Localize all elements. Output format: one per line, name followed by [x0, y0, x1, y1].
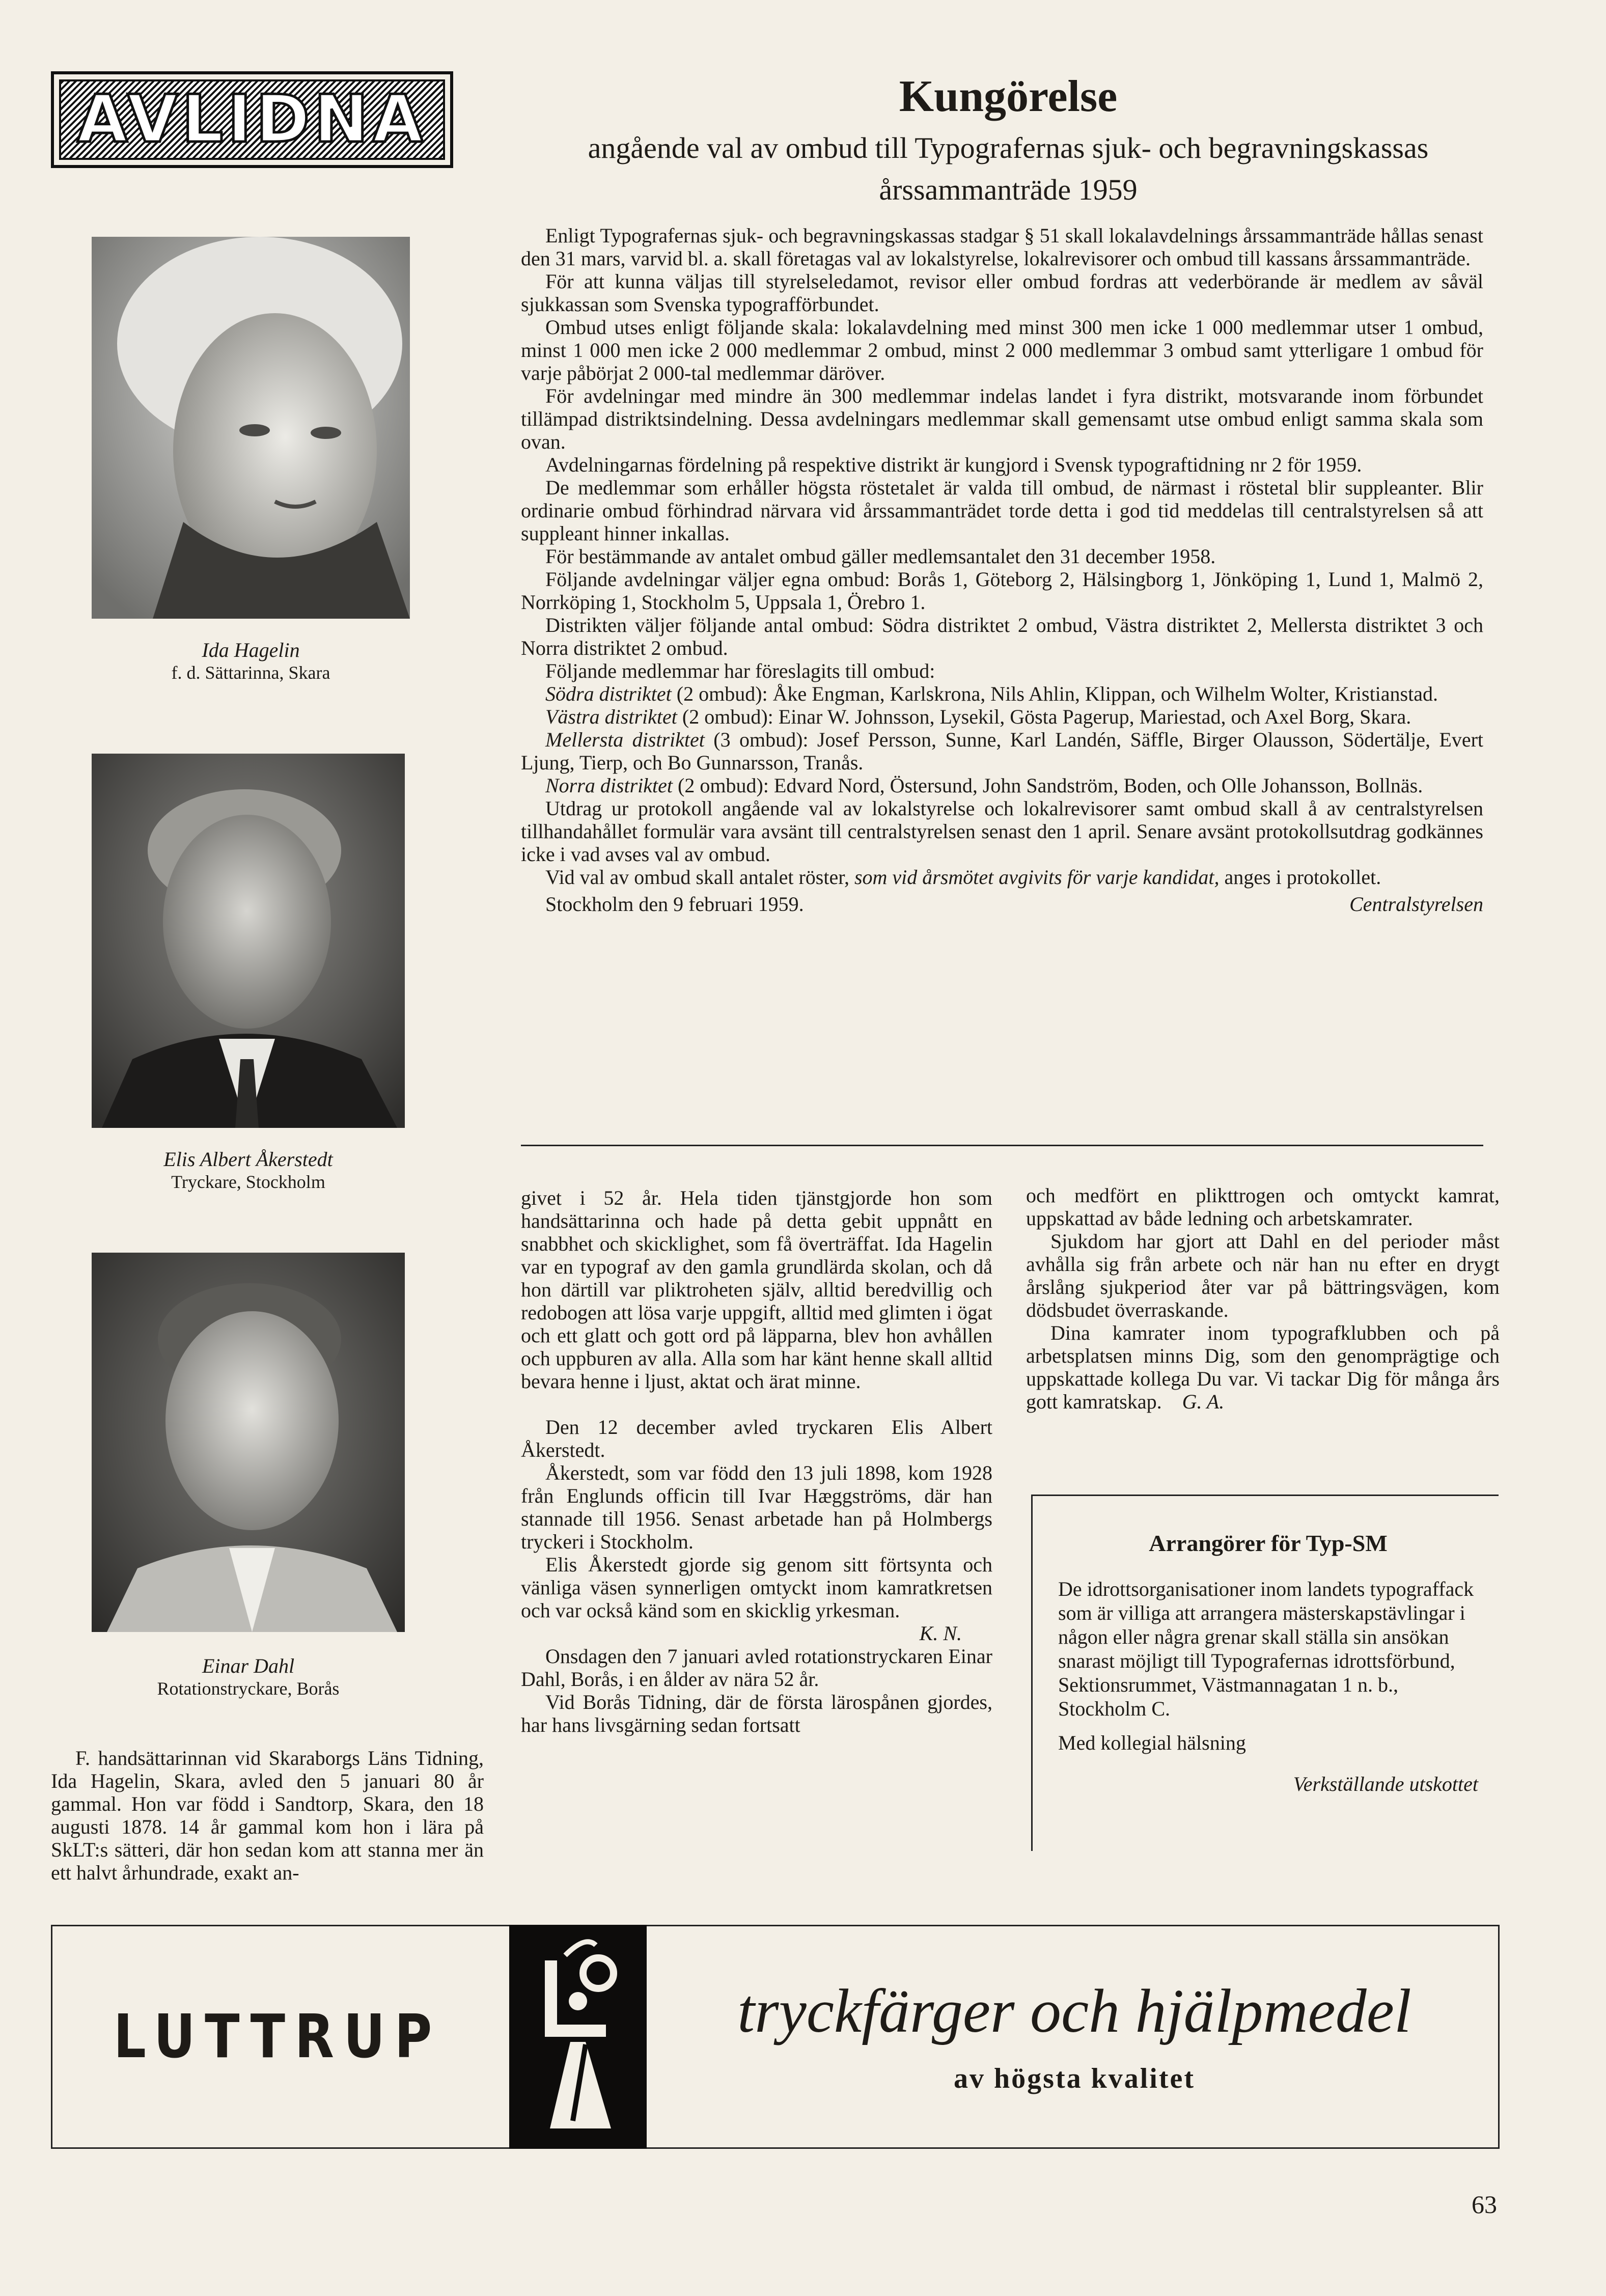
- subtitle-line-1: angående val av ombud till Typografernas sjuk- och begravningskassas: [588, 131, 1429, 164]
- obituary-signature: G. A.: [1182, 1390, 1225, 1413]
- obituary-paragraph: [1026, 1321, 1500, 1413]
- obituary-paragraph: F. handsättarinnan vid Skaraborgs Läns Tidning, Ida Hagelin, Skara, avled den 5 januari 80 år gammal. Hon var född i Sandtorp, Skara, den 18 augusti 1878. 14 år gammal kom hon i lära på SkLT:s sätteri, där hon sedan kom att stanna mer än ett halvt århundrade, exakt an-: [51, 1747, 484, 1884]
- kungorelse-paragraph: Ombud utses enligt följande skala: lokalavdelning med minst 300 men icke 1 000 medlemmar utser 1 ombud, minst 1 000 men icke 2 000 medlemmar 2 ombud, minst 2 000 medlemmar 3 ombud samt ytterligare 1 ombud för varje påbörjat 2 000-tal medlemmar däröver.: [521, 316, 1483, 384]
- kungorelse-paragraph: Följande medlemmar har föreslagits till ombud:: [545, 659, 935, 682]
- subtitle-line-2: årssammanträde 1959: [879, 173, 1138, 206]
- advert-subline: av högsta kvalitet: [954, 2063, 1195, 2094]
- kungorelse-paragraph: För att kunna väljas till styrelseledamot, revisor eller ombud fordras att vederbörande är medlem av såväl sjukkassan som Svenska typografförbundet.: [521, 270, 1483, 316]
- vid-val-post: anges i protokollet.: [1219, 866, 1381, 889]
- typsm-body: De idrottsorganisationer inom landets typograffack som är villiga att arrangera mästerskapstävlingar i någon eller några grenar skall ställa sin ansökan snarast möjligt till Typografernas idrottsförbund, Sektionsrummet, Västmannagatan 1 n. b., Stockholm C.: [1058, 1578, 1474, 1720]
- portrait-photo-hagelin: [92, 237, 410, 619]
- vid-val-italic: som vid årsmötet avgivits för varje kandidat,: [854, 866, 1220, 889]
- district-name: Västra distriktet: [545, 705, 677, 728]
- obituary-text: Elis Åkerstedt gjorde sig genom sitt förtsynta och vänliga väsen synnerligen omtyckt inom kamratkretsen och var också känd som en skicklig yrkesman.: [521, 1553, 992, 1622]
- obituary-paragraph: Sjukdom har gjort att Dahl en del perioder måst avhålla sig från arbete och när han nu efter en drygt årslång sjukperiod åter var på bättringsvägen, kom dödsbudet överraskande.: [1026, 1230, 1500, 1321]
- obituary-paragraph: Vid Borås Tidning, där de första lärospånen gjordes, har hans livsgärning sedan fortsatt: [521, 1691, 992, 1736]
- obituary-paragraph: Åkerstedt, som var född den 13 juli 1898, kom 1928 från Englunds officin till Ivar Hæggströms, där han stannade till 1956. Senast arbetade han på Holmbergs tryckeri i Stockholm.: [521, 1461, 992, 1553]
- kungorelse-date: Stockholm den 9 februari 1959.: [545, 893, 804, 916]
- avlidna-hatched-panel: [59, 79, 445, 160]
- luttrup-logo-icon: [509, 1925, 647, 2149]
- kungorelse-signature: Centralstyrelsen: [1349, 893, 1483, 916]
- district-name: Mellersta distriktet: [545, 728, 705, 751]
- avlidna-logo: [51, 71, 453, 168]
- obituary-paragraph: [521, 1553, 992, 1645]
- obituary-column-2: [521, 1186, 992, 1736]
- caption-title: Tryckare, Stockholm: [171, 1172, 325, 1192]
- obituary-text: Dina kamrater inom typografklubben och på arbetsplatsen minns Dig, som den genomprägtige och uppskattade kollega Du var. Vi tackar Dig för många års gott kamratskap.: [1026, 1321, 1500, 1413]
- page-subtitle: [489, 127, 1528, 211]
- typsm-heading: Arrangörer för Typ-SM: [1149, 1530, 1388, 1556]
- vid-val-pre: Vid val av ombud skall antalet röster,: [545, 866, 854, 889]
- kungorelse-signoff: [521, 893, 1483, 916]
- district-text: (2 ombud): Åke Engman, Karlskrona, Nils Ahlin, Klippan, och Wilhelm Wolter, Kristianstad.: [671, 682, 1438, 705]
- page-number: 63: [1472, 2190, 1497, 2219]
- kungorelse-paragraph: Avdelningarnas fördelning på respektive distrikt är kungjord i Svensk typograftidning nr 2 för 1959.: [545, 453, 1362, 476]
- typsm-notice-box: [1031, 1495, 1499, 1851]
- kungorelse-paragraph: Distrikten väljer följande antal ombud: Södra distriktet 2 ombud, Västra distriktet 2, Mellersta distriktet 3 och Norra distriktet 2 ombud.: [521, 614, 1483, 659]
- page-title: Kungörelse: [899, 72, 1118, 121]
- vid-val-paragraph: [521, 866, 1483, 889]
- district-text: (2 ombud): Einar W. Johnsson, Lysekil, Gösta Pagerup, Mariestad, och Axel Borg, Skara.: [677, 705, 1411, 728]
- caption-name: Ida Hagelin: [202, 639, 300, 661]
- kungorelse-paragraph: Följande avdelningar väljer egna ombud: Borås 1, Göteborg 2, Hälsingborg 1, Jönköping 1, Lund 1, Malmö 2, Norrköping 1, Stockholm 5, Uppsala 1, Örebro 1.: [521, 568, 1483, 614]
- district-entry: [521, 728, 1483, 774]
- typsm-signature: Verkställande utskottet: [1293, 1773, 1478, 1795]
- district-text: (2 ombud): Edvard Nord, Östersund, John Sandström, Boden, och Olle Johansson, Bollnäs.: [673, 774, 1423, 797]
- caption-dahl: [92, 1655, 405, 1700]
- obituary-signature: K. N.: [919, 1622, 962, 1645]
- district-text: (3 ombud): Josef Persson, Sunne, Karl Landén, Säffle, Birger Olausson, Södertälje, Evert Ljung, Tierp, och Bo Gunnarsson, Tranås.: [521, 728, 1484, 774]
- utdrag-paragraph: Utdrag ur protokoll angående val av lokalstyrelse och lokalrevisorer samt ombud skall å av centralstyrelsen tillhandahållet formulär vara avsänt till centralstyrelsen senast den 1 april. Senare avsänt protokollsutdrag godkännes icke i vad avses val av ombud.: [521, 797, 1483, 866]
- obituary-paragraph: Onsdagen den 7 januari avled rotationstryckaren Einar Dahl, Borås, i en ålder av nära 52 år.: [521, 1645, 992, 1691]
- caption-akerstedt: [92, 1148, 405, 1193]
- portrait-photo-akerstedt: [92, 754, 405, 1128]
- obituary-hagelin-part1: [51, 1747, 484, 1884]
- district-entry: [521, 774, 1483, 797]
- kungorelse-paragraph: För avdelningar med mindre än 300 medlemmar indelas landet i fyra distrikt, motsvarande inom förbundet tillämpad distriktsindelning. Dessa avdelningars medlemmar skall gemensamt utse ombud enligt samma skala som ovan.: [521, 384, 1483, 453]
- advert-brand: LUTTRUP: [113, 2001, 442, 2071]
- district-name: Norra distriktet: [545, 774, 673, 797]
- district-entry: [521, 705, 1483, 728]
- kungorelse-paragraph: För bestämmande av antalet ombud gäller medlemsantalet den 31 december 1958.: [545, 545, 1216, 568]
- avlidna-word: AVLIDNA: [77, 81, 427, 157]
- portrait-photo-dahl: [92, 1253, 405, 1632]
- kungorelse-body: [521, 224, 1483, 916]
- caption-name: Einar Dahl: [202, 1654, 295, 1677]
- obituary-paragraph: Den 12 december avled tryckaren Elis Albert Åkerstedt.: [521, 1416, 992, 1461]
- caption-hagelin: [92, 639, 410, 684]
- caption-title: Rotationstryckare, Borås: [157, 1678, 340, 1699]
- kungorelse-paragraph: De medlemmar som erhåller högsta röstetalet är valda till ombud, de närmast i röstetal blir suppleanter. Blir ordinarie ombud förhindrad närvara vid årssammanträdet torde detta i god tid meddelas till centralstyrelsen så att suppleant hinner inkallas.: [521, 476, 1483, 545]
- obituary-paragraph: givet i 52 år. Hela tiden tjänstgjorde hon som handsättarinna och hade på detta gebit uppnått en snabbhet och skicklighet, som få överträffat. Ida Hagelin var en typograf av den gamla grundlärda skolan, och då hon därtill var pliktroheten själv, alltid beredvillig och redobogen att lösa varje uppgift, alltid med glimten i ögat och ett glatt och gott ord på läpparna, blev hon avhållen och uppburen av alla. Alla som har känt henne skall alltid bevara henne i ljust, aktat och ärat minne.: [521, 1186, 992, 1393]
- obituary-paragraph: och medfört en plikttrogen och omtyckt kamrat, uppskattad av både ledning och arbetskamrater.: [1026, 1184, 1500, 1230]
- district-entry: [521, 682, 1483, 705]
- advert-slogan: tryckfärger och hjälpmedel: [737, 1977, 1411, 2045]
- typsm-closing: Med kollegial hälsning: [1058, 1731, 1246, 1754]
- kungorelse-paragraph: Enligt Typografernas sjuk- och begravningskassas stadgar § 51 skall lokalavdelnings årssammanträde hållas senast den 31 mars, varvid bl. a. skall företagas val av lokalstyrelse, lokalrevisorer och ombud till kassans årssammanträde.: [521, 224, 1483, 270]
- obituary-column-3: [1026, 1184, 1500, 1413]
- caption-title: f. d. Sättarinna, Skara: [171, 662, 330, 683]
- caption-name: Elis Albert Åkerstedt: [163, 1148, 333, 1171]
- section-divider: [521, 1145, 1483, 1146]
- district-name: Södra distriktet: [545, 682, 672, 705]
